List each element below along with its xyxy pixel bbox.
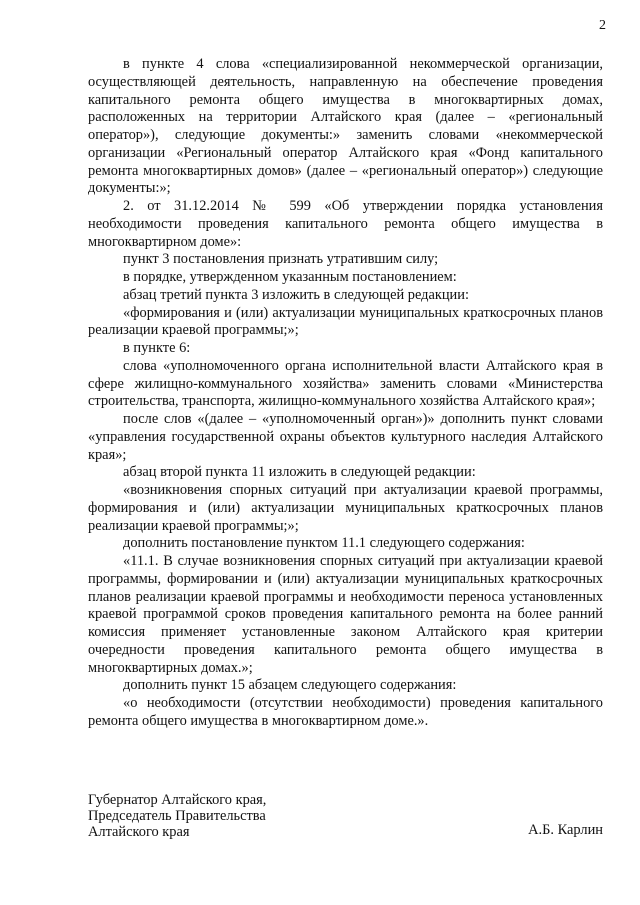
signatory-title-line-2: Председатель Правительства	[88, 808, 266, 824]
signatory-title-line-1: Губернатор Алтайского края,	[88, 792, 267, 808]
signatory-title-line-3: Алтайского края	[88, 824, 190, 840]
paragraph-5: абзац третий пункта 3 изложить в следующей редакции:	[123, 286, 469, 303]
paragraph-11: «возникновения спорных ситуаций при актуализации краевой программы, формирования и (или) актуализации муниципальных краткосрочных планов реализации краевой программы;»;	[88, 482, 603, 534]
signature-block	[88, 792, 266, 840]
paragraph-10: абзац второй пункта 11 изложить в следующей редакции:	[123, 464, 476, 481]
paragraph-1: в пункте 4 слова «специализированной некоммерческой организации, осуществляющей деятельность, направленную на обеспечение проведения капитального ремонта общего имущества в многоквартирных домах, расположенных на территории Алтайского края (далее – «региональный оператор»), следующие документы:» заменить словами «некоммерческой организации «Региональный оператор Алтайского края «Фонд капитального ремонта многоквартирных домов» (далее – «региональный оператор») следующие документы:»;	[88, 56, 603, 197]
paragraph-7: в пункте 6:	[123, 340, 191, 356]
paragraph-3: пункт 3 постановления признать утратившим силу;	[123, 251, 439, 268]
signatory-name: А.Б. Карлин	[528, 822, 603, 838]
paragraph-15: «о необходимости (отсутствии необходимости) проведения капитального ремонта общего имущества в многоквартирном доме.».	[88, 695, 603, 729]
paragraph-13: «11.1. В случае возникновения спорных ситуаций при актуализации краевой программы, формировании и (или) актуализации муниципальных краткосрочных планов реализации краевой программы и необходимости переноса установленных краевой программой сроков проведения капитального ремонта на более ранний комиссия применяет установленные законом Алтайского края критерии очередности проведения капитального ремонта общего имущества в многоквартирных домах.»;	[88, 553, 603, 676]
paragraph-6: «формирования и (или) актуализации муниципальных краткосрочных планов реализации краевой программы;»;	[88, 304, 603, 339]
paragraph-12: дополнить постановление пунктом 11.1 следующего содержания:	[123, 535, 525, 552]
paragraph-14: дополнить пункт 15 абзацем следующего содержания:	[123, 677, 457, 694]
paragraph-4: в порядке, утвержденном указанным постановлением:	[123, 269, 457, 285]
paragraph-8: слова «уполномоченного органа исполнительной власти Алтайского края в сфере жилищно-коммунального хозяйства» заменить словами «Министерства строительства, транспорта, жилищно-коммунального хозяйства Алтайского края»;	[88, 357, 603, 410]
page-number: 2	[599, 18, 606, 33]
document-body	[88, 56, 603, 731]
paragraph-2: 2. от 31.12.2014 № 599 «Об утверждении порядка установления необходимости проведения капитального ремонта общего имущества в многоквартирном доме»:	[88, 198, 603, 250]
paragraph-9: после слов «(далее – «уполномоченный орган»)» дополнить пункт словами «управления государственной охраны объектов культурного наследия Алтайского края»;	[88, 411, 603, 463]
